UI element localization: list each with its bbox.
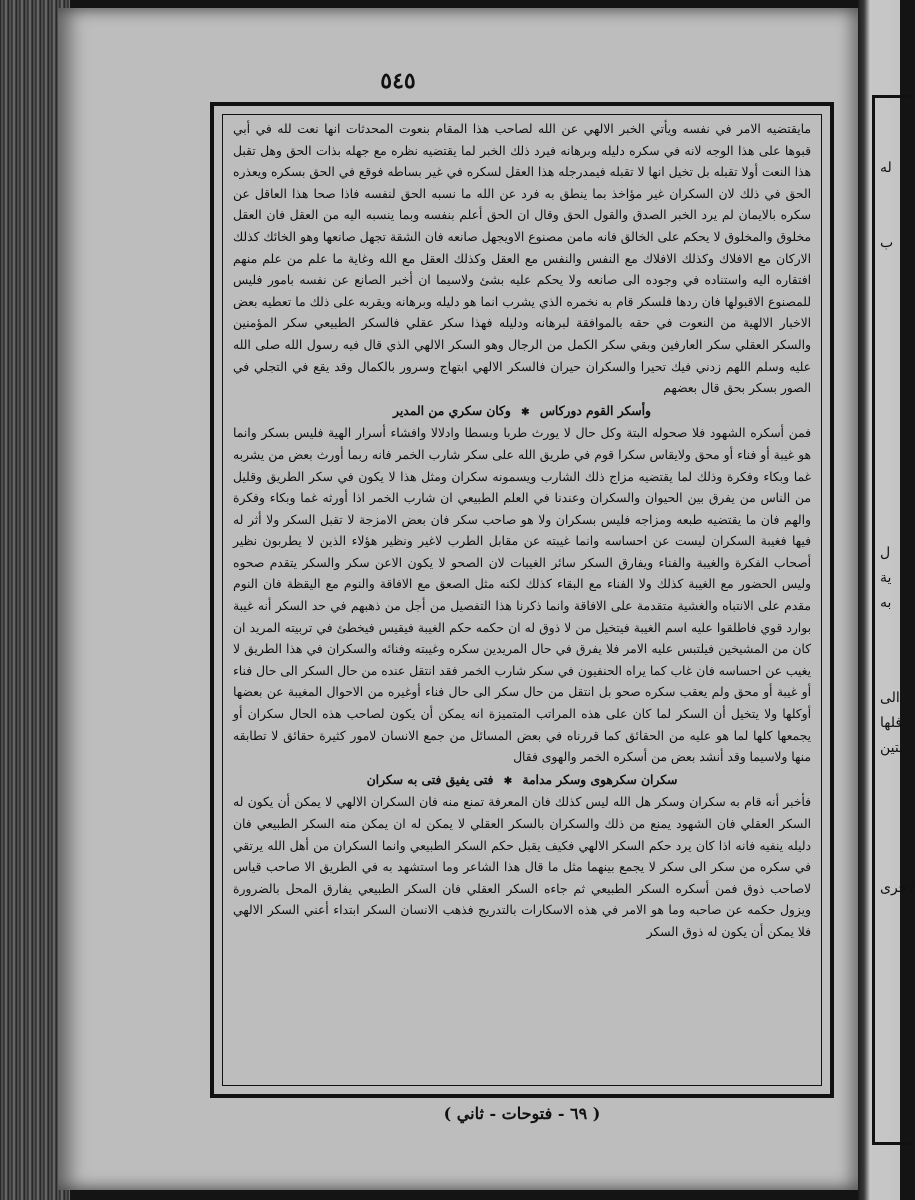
facing-page-fragment: بتين	[880, 740, 904, 756]
paragraph: فمن أسكره الشهود فلا صحوله البتة وكل حال لا يورث طربا وبسطا وادلالا وافشاء أسرار الهية فليس بسكر وانما هو غيبة أو فناء أو محق ولايقاس سكرا قوم في طريق الله على سكر شارب الخمر فانه ربما أورث بعض من يشربه غما وبكاء وفكرة وذلك لما يقتضيه مزاج ذلك الشارب ويسمونه سكران ومثل هذا لا يكون في سكر الطريق وقليل من الناس من يفرق بين الحيوان والسكران وعندنا في العلم الطبيعي ان شارب الخمر اذا أورثه غما وبكاء وفكرة والهم فان ما يقتضيه طبعه ومزاجه فليس بسكران ولا هو صاحب سكر فان بعض الامزجة لا تقبل السكر ولا أثر له فيها فغيبة السكران ليست عن احساسه وانما غيبته عن مقابل الطرب لاغير ونظير هؤلاء الذين لا يطربون نظير أصحاب الفكرة والغيبة والفناء ويفارق السكر سائر الغيبات لان الصحو لا يكون الاعن سكر والسكر يتقدم صحوه وليس الحضور مع الغيبة كذلك ولا الفناء مع البقاء كذلك لكنه مثل الصعق مع الافاقة والنوم مع اليقظة فان النوم مقدم على الانتباه والغشية متقدمة على الافاقة وانما ذكرنا هذا التفصيل من أجل من ذهبهم في حد السكر أنه غيبة بوارد قوي فاطلقوا عليه اسم الغيبة فيتخيل من لا ذوق له ان حكمه حكم الغيبة فيقيس فيخطئ في تربيته المريد ان كان من المشيخين فيلتبس عليه الامر فلا يفرق في حال المريدين سكره وغيبته وفنائه والسكران في هذا الطريق لا يغيب عن احساسه فان غاب كما يراه الحنفيون في سكر شارب الخمر فقد انتقل عنده من حال السكر الى حال فناء أو غيبة أو محق ولم يعقب سكره صحو بل انتقل من حال سكر الى حال فناء أوغيره من الاحوال المغيبة عن بعضها أوكلها ولا يتخيل أن السكر لما كان على هذه المراتب المتميزة انه يمكن أن يكون لصاحب هذه الحال سكران أو يجمعها كلها لما هو عليه من الحقائق كما قررناه في بعض المسائل من جمع الانسان لامور كثيرة حقائق لا تطابقه منها ولاسيما وقد أنشد بعض من أسكره الخمر والهوى فقال	[233, 426, 811, 765]
facing-page-fragment: لاخرى	[880, 880, 915, 896]
verse-line	[233, 400, 811, 424]
verse-hemistich-left: وكان سكري من المدير	[393, 402, 511, 418]
facing-page-fragment: ب	[880, 235, 894, 251]
page-number: ٥٤٥	[380, 68, 416, 94]
facing-page-fragment: الى	[880, 690, 900, 706]
verse-line	[233, 769, 811, 793]
signature-footer: ( ٦٩ - فتوحات - ثاني )	[443, 1104, 601, 1123]
paragraph: مايقتضيه الامر في نفسه ويأتي الخبر الالهي عن الله لصاحب هذا المقام بنعوت المحدثات انها نعت لله في أبي قبوها على هذا الوجه لانه في سكره دليله وبرهانه فيرد ذلك الخبر لما يقتضيه نظره مع جهله بذات الحق وهل تقبل هذا النعت أولا تقبله بل تخيل انها لا تقبله فيمدرجله هذا العقل لسكره في غير بساطه فوقع في الحق بسكره ويعذره الحق في ذلك لان السكران غير مؤاخذ بما ينطق به فرد عن الله ما نسبه الحق لنفسه فاذا صحا هذا العاقل عن سكره بالايمان لم يرد الخبر الصدق والقول الحق وقال ان الحق أعلم بنفسه وبما ينسبه اليه من العقل فان العقل مخلوق والمخلوق لا يحكم على الخالق فانه مامن مصنوع الاويجهل صانعه فان الشقة تجهل صانعها وهو الخائك كذلك الاركان مع الافلاك وكذلك الافلاك مع النفس والنفس مع العقل وكذلك العقل مع الله وغاية ما علم من علم منهم افتقاره اليه واستناده في وجوده الى صانعه ولا يحكم عليه بشئ ولاسيما ان أخبر الصانع عن نفسه بامور فليس للمصنوع الاقبولها فان ردها فلسكر قام به نخمره الذي يشرب انما هو دليله وبرهانه ويقربه على ذلك ما تعطيه بعض الاخبار الالهية من النعوت في حقه بالموافقة لبرهانه ودليله فهذا سكر عقلي فالسكر الطبيعي سكر المؤمنين والسكر العقلي سكر العارفين وبقي سكر الكمل من الرجال وهو السكر الالهي الذي قال فيه رسول الله صلى الله عليه وسلم اللهم زدني فيك تحيرا والسكران حيران فالسكر الالهي ابتهاج وسرور بالكمال وقد يقع في التجلي في الصور بسكر بحق قال بعضهم	[233, 122, 811, 396]
facing-page-fragment: ل	[880, 545, 891, 561]
facing-page-frame	[872, 95, 912, 1145]
book-page	[58, 8, 858, 1190]
star-separator: ✱	[521, 406, 530, 418]
verse-hemistich-left: فتى يفيق فتى به سكران	[366, 771, 494, 787]
star-separator: ✱	[503, 775, 513, 787]
facing-page-fragment: ية	[880, 570, 892, 586]
text-frame-inner	[222, 114, 822, 1086]
verse-hemistich-right: وأسكر القوم دوركاس	[539, 402, 651, 418]
text-frame	[210, 102, 834, 1098]
verse-hemistich-right: سكران سكرهوى وسكر مدامة	[522, 771, 678, 787]
facing-page-fragment: به	[880, 595, 892, 611]
paragraph: فأخبر أنه قام به سكران وسكر هل الله ليس كذلك فان المعرفة تمنع منه فان السكران الالهي لا يمكن أن يكون له السكر العقلي فان الشهود يمنع من ذلك والسكران بالسكر العقلي لا يمكن له ان يمكن منه السكر الطبيعي فان دليله ينفيه فانه اذا كان يرد حكم السكر الالهي فكيف يقبل حكم السكر الطبيعي وانما السكران من أهل الله يرتقي في سكره من سكر الى سكر لا يجمع بينهما مثل ما قال هذا الشاعر وما استشهد به في الطريق الا صاحب قياس لاصاحب ذوق فمن أسكره السكر الطبيعي ثم جاءه السكر العقلي فان السكر الطبيعي يفارق المحل بالضرورة ويزول حكمه عن صاحبه وما هو الامر في هذه الاسكارات بالتدريج فذهب الانسان السكر ابتداء أعني السكر الالهي فلا يمكن أن يكون له ذوق السكر	[233, 795, 811, 939]
facing-page-fragment: له	[880, 160, 892, 176]
facing-page-fragment: فلها	[880, 715, 903, 731]
main-text	[233, 119, 811, 1081]
